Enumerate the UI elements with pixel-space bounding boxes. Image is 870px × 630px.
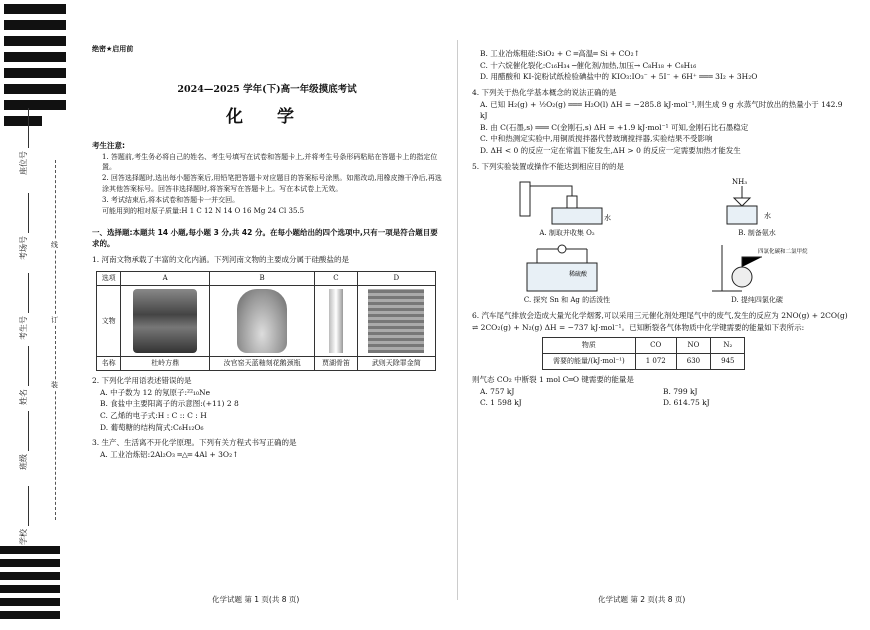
nh3-label: NH₃ [732,178,748,187]
q3-option-b: B. 工业冶炼粗硅:SiO₂ + C ═高温═ Si + CO₂↑ [480,49,640,58]
name-field[interactable]: 姓名 [18,325,34,405]
notice-heading: 考生注意: [92,140,125,150]
question-3: 3. 生产、生活离不开化学原理。下列有关方程式书写正确的是 [92,438,297,448]
caption-d: D. 提纯四氯化碳 [731,296,783,305]
cut-mark-line: 线 [51,241,58,249]
distillation-diagram [702,243,812,295]
bond-cell-1: 1 072 [635,354,676,370]
q3-option-d: D. 用醋酸和 KI-淀粉试纸检验碘盐中的 KIO₃:IO₃⁻ + 5I⁻ + 6H⁺ ═══ 3I₂ + 3H₂O [480,72,758,82]
q6-option-d: D. 614.75 kJ [663,398,710,408]
section-heading: 一、选择题:本题共 14 小题,每小题 3 分,共 42 分。在每小题给出的四个选项中,只有一项是符合题目要求的。 [92,227,438,249]
apparatus-b [672,176,842,239]
table-head-option: 选项 [97,272,121,286]
q2-option-c: C. 乙烯的电子式:H : C :: C : H [100,411,207,421]
artifact-name-b: 汝官窑天蓝釉刻花鹅颈瓶 [209,357,314,371]
exam-title: 2024—2025 学年(下)高一年级摸底考试 [177,83,357,95]
barcode-top [4,4,66,132]
binding-strip [0,0,70,630]
seat-number-field[interactable]: 座位号 [18,95,34,175]
row-label-name: 名称 [97,357,121,371]
artifact-name-a: 杜岭方鼎 [121,357,210,371]
bronze-ding-image [133,289,197,353]
bond-cell-2: 630 [676,354,710,370]
acid-label: 稀硫酸 [569,271,588,279]
o2-setup-diagram [512,176,622,228]
subject-title: 化 学 [226,106,308,127]
q6-option-c: C. 1 598 kJ [480,398,522,408]
q3-option-c: C. 十六烷催化裂化:C₁₆H₃₄ ─催化剂/加热,加压→ C₈H₁₈ + C₈H₁₆ [480,60,697,70]
left-column [92,44,442,461]
column-divider [457,40,458,600]
bond-head-1: CO [635,338,676,354]
notice-3: 3. 考试结束后,将本试卷和答题卡一并交回。 [102,195,240,204]
q2-option-a: A. 中子数为 12 的氖原子:²²₁₀Ne [100,387,211,397]
secret-label: 绝密★启用前 [92,45,134,53]
q4-option-d: D. ΔH < 0 的反应一定在常温下能发生,ΔH > 0 的反应一定需要加热才能发生 [480,146,741,155]
bond-cell-3: 945 [711,354,745,370]
q2-option-b: B. 食盐中主要阳离子的示意图:(+11) 2 8 [100,399,239,409]
row-label-artifact: 文物 [97,286,121,357]
ammonia-setup-diagram [702,176,812,228]
q4-option-c: C. 中和热测定实验中,用铜质搅拌器代替玻璃搅拌器,实验结果不受影响 [480,134,713,144]
bond-head-2: NO [676,338,710,354]
cut-mark-pack: 装 [51,381,58,389]
artifact-name-d: 武则天除罪金简 [357,357,435,371]
q2-option-d: D. 葡萄糖的结构简式:C₆H₁₂O₆ [100,422,204,432]
question-5: 5. 下列实验装置或操作不能达到相应目的的是 [472,161,625,171]
q6-options-row-2 [472,397,852,409]
bond-cell-0: 需要的能量/(kJ·mol⁻¹) [543,354,636,370]
apparatus-row-2 [472,243,852,306]
table-head-d: D [357,272,435,286]
bond-head-3: N₂ [711,338,745,354]
table-head-c: C [315,272,357,286]
footer-page-2: 化学试题 第 2 页(共 8 页) [598,595,686,604]
bond-energy-table [542,337,745,370]
ccl4-label: 四氯化碳和二氯甲烷 [758,249,808,256]
bond-head-0: 物质 [543,338,636,354]
q6-option-a: A. 757 kJ [480,386,515,396]
artifact-table [96,271,436,371]
footer-page-1: 化学试题 第 1 页(共 8 页) [212,595,300,604]
notice-1: 1. 答题前,考生务必将自己的姓名、考生号填写在试卷和答题卡上,并将考生号条形码粘贴在答题卡上的指定位置。 [102,152,438,172]
question-2: 2. 下列化学用语表述错误的是 [92,376,192,386]
caption-c: C. 探究 Sn 和 Ag 的活泼性 [523,296,611,305]
apparatus-c [482,243,652,306]
q6-option-b: B. 799 kJ [663,386,698,396]
atomic-mass-note: 可能用到的相对原子质量:H 1 C 12 N 14 O 16 Mg 24 Cl 35.5 [102,206,305,215]
question-4: 4. 下列关于热化学基本概念的说法正确的是 [472,87,617,97]
artifact-name-c: 贾湖骨笛 [315,357,357,371]
q4-option-a: A. 已知 H₂(g) + ½O₂(g) ═══ H₂O(l) ΔH = −285.8 kJ·mol⁻¹,则生成 9 g 水蒸气时放出的热量小于 142.9 kJ [480,99,843,121]
question-1: 1. 河南文物承载了丰富的文化内涵。下列河南文物的主要成分属于硅酸盐的是 [92,254,350,264]
table-head-b: B [209,272,314,286]
q3-option-a: A. 工业冶炼铝:2Al₂O₃ ═△═ 4Al + 3O₂↑ [100,449,239,459]
caption-b: B. 制备氨水 [738,229,776,238]
barcode-bottom [0,546,70,624]
water-label-a: 水 [604,214,611,223]
notice-2: 2. 回答选择题时,选出每小题答案后,用铅笔把答题卡对应题目的答案标号涂黑。如需改动,用橡皮擦干净后,再选涂其他答案标号。回答非选择题时,将答案写在答题卡上。写在本试卷上无效。 [102,174,442,194]
apparatus-d [672,243,842,306]
apparatus-row-1 [472,176,852,239]
sn-ag-cell-diagram [512,243,622,295]
water-label-b: 水 [764,212,771,221]
apparatus-a [482,176,652,239]
question-6-tail: 则气态 CO₂ 中断裂 1 mol C═O 键需要的能量是 [472,374,634,384]
exam-room-field[interactable]: 考场号 [18,180,34,260]
student-number-field[interactable]: 考生号 [18,260,34,340]
bone-flute-image [329,289,343,353]
table-head-a: A [121,272,210,286]
q6-options-row-1 [472,386,852,398]
question-6: 6. 汽车尾气排放会造成大量光化学烟雾,可以采用三元催化剂处理尾气中的废气,发生的反应为 2NO(g) + 2CO(g) ⇌ 2CO₂(g) + N₂(g) ΔH = −737 kJ·mol⁻¹。已知断裂各气体物质中化学键需要的能量如下表所示: [472,310,848,332]
celadon-vase-image [237,289,287,353]
right-column [472,48,852,409]
gold-slip-image [368,289,424,353]
class-field[interactable]: 班级 [18,390,34,470]
school-field[interactable]: 学校 [18,465,34,545]
caption-a: A. 制取并收集 O₂ [539,229,595,238]
q4-option-b: B. 由 C(石墨,s) ═══ C(金刚石,s) ΔH = +1.9 kJ·mol⁻¹ 可知,金刚石比石墨稳定 [480,122,749,132]
cut-line [55,160,56,520]
cut-mark-bind: 订 [51,316,58,324]
